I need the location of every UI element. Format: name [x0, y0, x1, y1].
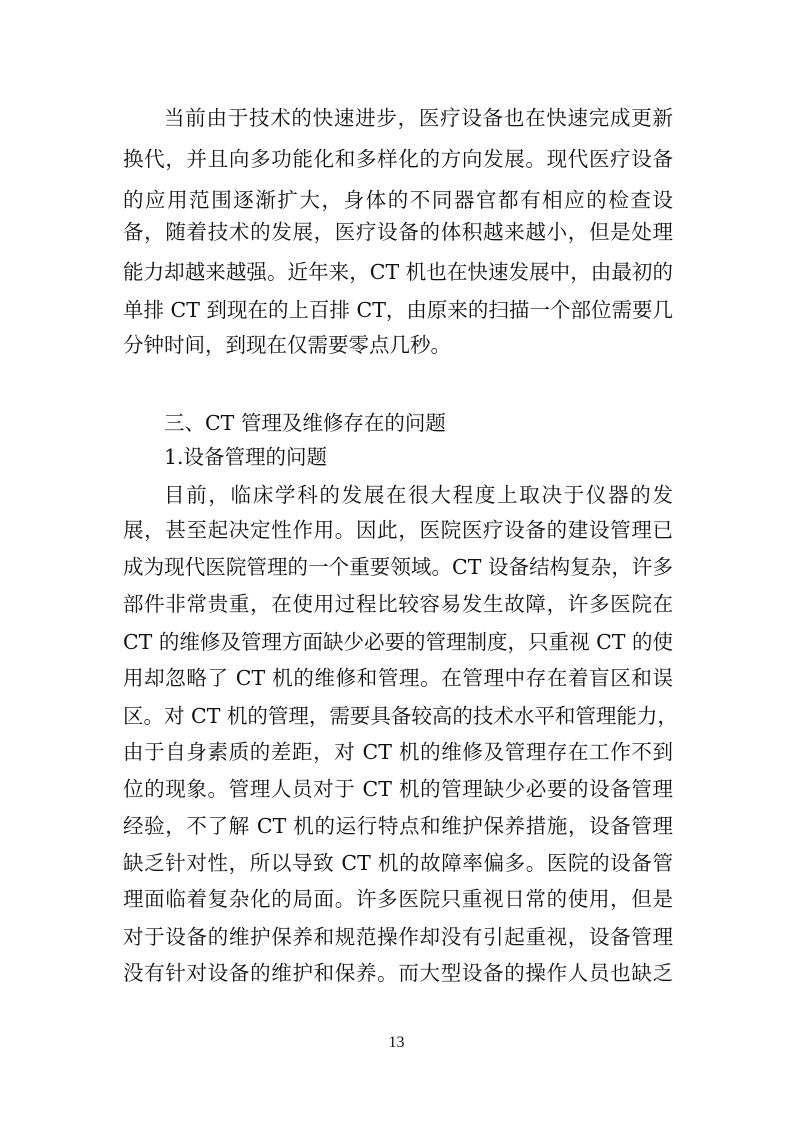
text-line: 成为现代医院管理的一个重要领域。CT 设备结构复杂，许多: [123, 555, 673, 579]
text-line: 备，随着技术的发展，医疗设备的体积越来越小，但是处理: [123, 220, 673, 244]
text-line: 由于自身素质的差距，对 CT 机的维修及管理存在工作不到: [123, 740, 673, 764]
text-line: 对于设备的维护保养和规范操作却没有引起重视，设备管理: [123, 925, 673, 949]
text-line: 换代，并且向多功能化和多样化的方向发展。现代医疗设备: [123, 147, 673, 171]
text-line: 目前，临床学科的发展在很大程度上取决于仪器的发: [164, 483, 673, 507]
text-line: CT 的维修及管理方面缺少必要的管理制度，只重视 CT 的使: [123, 630, 673, 654]
text-line: 区。对 CT 机的管理，需要具备较高的技术水平和管理能力，: [123, 704, 678, 728]
text-line: 当前由于技术的快速进步，医疗设备也在快速完成更新: [164, 106, 673, 130]
text-line: 理面临着复杂化的局面。许多医院只重视日常的使用，但是: [123, 887, 673, 911]
text-line: 展，甚至起决定性作用。因此，医院医疗设备的建设管理已: [123, 518, 673, 542]
text-line: 经验，不了解 CT 机的运行特点和维护保养措施，设备管理: [123, 814, 673, 838]
text-line: 缺乏针对性，所以导致 CT 机的故障率偏多。医院的设备管: [123, 851, 673, 875]
text-line: 的应用范围逐渐扩大，身体的不同器官都有相应的检查设: [123, 188, 673, 212]
section-heading: 三、CT 管理及维修存在的问题: [164, 411, 446, 435]
text-line: 位的现象。管理人员对于 CT 机的管理缺少必要的设备管理: [123, 777, 673, 801]
text-line: 分钟时间，到现在仅需要零点几秒。: [123, 333, 451, 357]
text-line: 单排 CT 到现在的上百排 CT，由原来的扫描一个部位需要几: [123, 298, 673, 322]
text-line: 用却忽略了 CT 机的维修和管理。在管理中存在着盲区和误: [123, 666, 673, 690]
text-line: 部件非常贵重，在使用过程比较容易发生故障，许多医院在: [123, 592, 673, 616]
subsection-heading: 1.设备管理的问题: [164, 445, 328, 469]
page-number: 13: [388, 1034, 405, 1051]
text-line: 能力却越来越强。近年来，CT 机也在快速发展中，由最初的: [123, 260, 673, 284]
text-line: 没有针对设备的维护和保养。而大型设备的操作人员也缺乏: [123, 961, 673, 985]
